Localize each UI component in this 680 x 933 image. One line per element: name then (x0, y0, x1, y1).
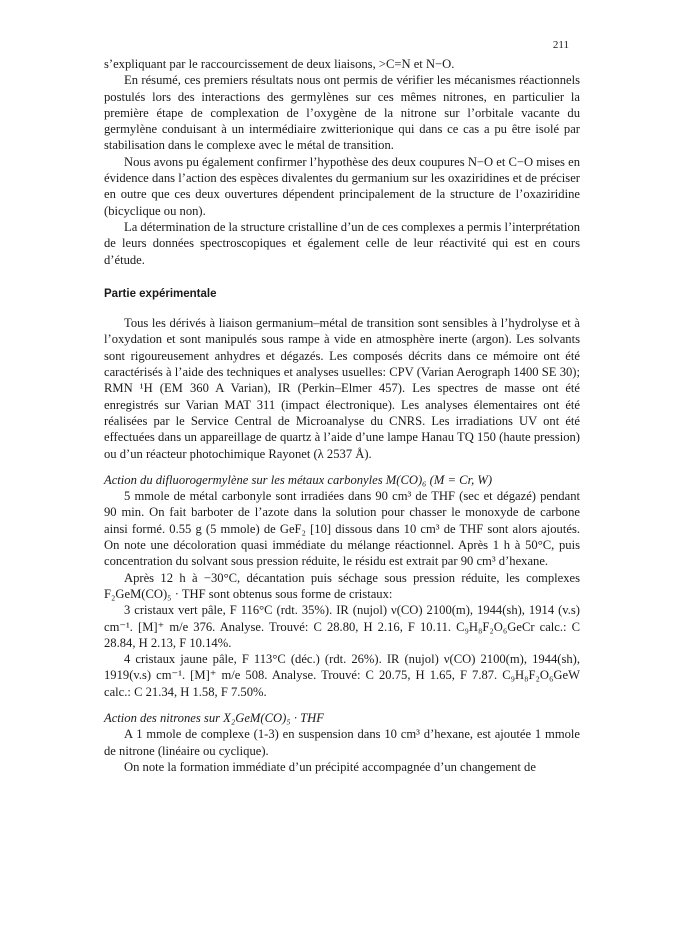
paragraph: A 1 mmole de complexe (1-3) en suspension dans 10 cm³ d’hexane, est ajoutée 1 mmole de nitrone (linéaire ou cyclique). (104, 727, 580, 758)
paragraph: La détermination de la structure cristalline d’un de ces complexes a permis l’interprétation de leurs données spectroscopiques et également celle de leur réactivité qui est en cours d’étude. (104, 219, 581, 267)
subsection-heading: Action des nitrones sur X₂GeM(CO)₅ · THF (104, 710, 324, 725)
paragraph: Tous les dérivés à liaison germanium–métal de transition sont sensibles à l’hydrolyse et à l’oxydation et sont manipulés sous rampe à vide en atmosphère inerte (argon). Les solvants sont rigoureusement anhydres et dégazés. Les composés décrits dans ce mémoire ont été caractérisés à l’aide des techniques et analyses usuelles: CPV (Varian Aerograph 1400 SE 30); RMN ¹H (EM 360 A Varian), IR (Perkin–Elmer 457). Les spectres de masse ont été enregistrés sur Varian MAT 311 (impact électronique). Les analyses élementaires ont été réalisées par le Service Central de Microanalyse du CNRS. Les irradiations UV ont été effectuées dans un appareillage de quartz à l’aide d’une lampe Hanau TQ 150 (haute pression) ou d’un réacteur photochimique Rayonet (λ 2537 Å). (104, 316, 580, 461)
paragraph: 5 mmole de métal carbonyle sont irradiées dans 90 cm³ de THF (sec et dégazé) pendant 90 min. On fait barboter de l’azote dans la solution pour chasser le monoxyde de carbone ainsi formé. 0.55 g (5 mmole) de GeF₂ [10] dissous dans 10 cm³ de THF sont alors ajoutés. On note une décoloration quasi immédiate du mélange réactionnel. Après 1 h à 50°C, puis concentration du solvant sous pression réduite, le résidu est extrait par 90 cm³ d’hexane. (104, 489, 580, 569)
paragraph: Après 12 h à −30°C, décantation puis séchage sous pression réduite, les complexes F₂GeM(CO)₅ · THF sont obtenus sous forme de cristaux: (104, 570, 580, 601)
paragraph: 4 cristaux jaune pâle, F 113°C (déc.) (rdt. 26%). IR (nujol) ν(CO) 2100(m), 1944(sh), 1919(v.s) cm⁻¹. [M]⁺ m/e 508. Analyse. Trouvé: C 20.75, H 1.65, F 7.87. C₉H₈F₂O₆GeW calc.: C 21.34, H 1.58, F 7.50%. (104, 652, 580, 699)
paragraph: 3 cristaux vert pâle, F 116°C (rdt. 35%). IR (nujol) ν(CO) 2100(m), 1944(sh), 1914 (v.s) cm⁻¹. [M]⁺ m/e 376. Analyse. Trouvé: C 28.80, H 2.16, F 10.11. C₉H₈F₂O₆GeCr calc.: C 28.84, H 2.13, F 10.14%. (104, 603, 580, 650)
body-text (104, 56, 580, 775)
subsection-heading: Action du difluorogermylène sur les métaux carbonyles M(CO)₆ (M = Cr, W) (104, 472, 493, 487)
paragraph: On note la formation immédiate d’un précipité accompagnée d’un changement de (124, 759, 536, 774)
paragraph: Nous avons pu également confirmer l’hypothèse des deux coupures N−O et C−O mises en évidence dans l’action des espèces divalentes du germanium sur les oxaziridines et de préciser en outre que ces deux ouvertures dépendent principalement de la structure de l’oxaziridine (bicyclique ou non). (104, 154, 580, 218)
paragraph: En résumé, ces premiers résultats nous ont permis de vérifier les mécanismes réactionnels postulés lors des interactions des germylènes sur ces mêmes nitrones, en particulier la première étape de complexation de l’oxygène de la nitrone sur l’orbitale vacante du germylène conduisant à un intermédiaire zwitterionique qui dans ce cas a pu être isolé par stabilisation dans le complexe avec le métal de transition. (104, 73, 580, 153)
section-heading: Partie expérimentale (104, 287, 217, 300)
paragraph: s’expliquant par le raccourcissement de deux liaisons, >C=N et N−O. (104, 57, 455, 71)
page-number: 211 (552, 39, 569, 51)
